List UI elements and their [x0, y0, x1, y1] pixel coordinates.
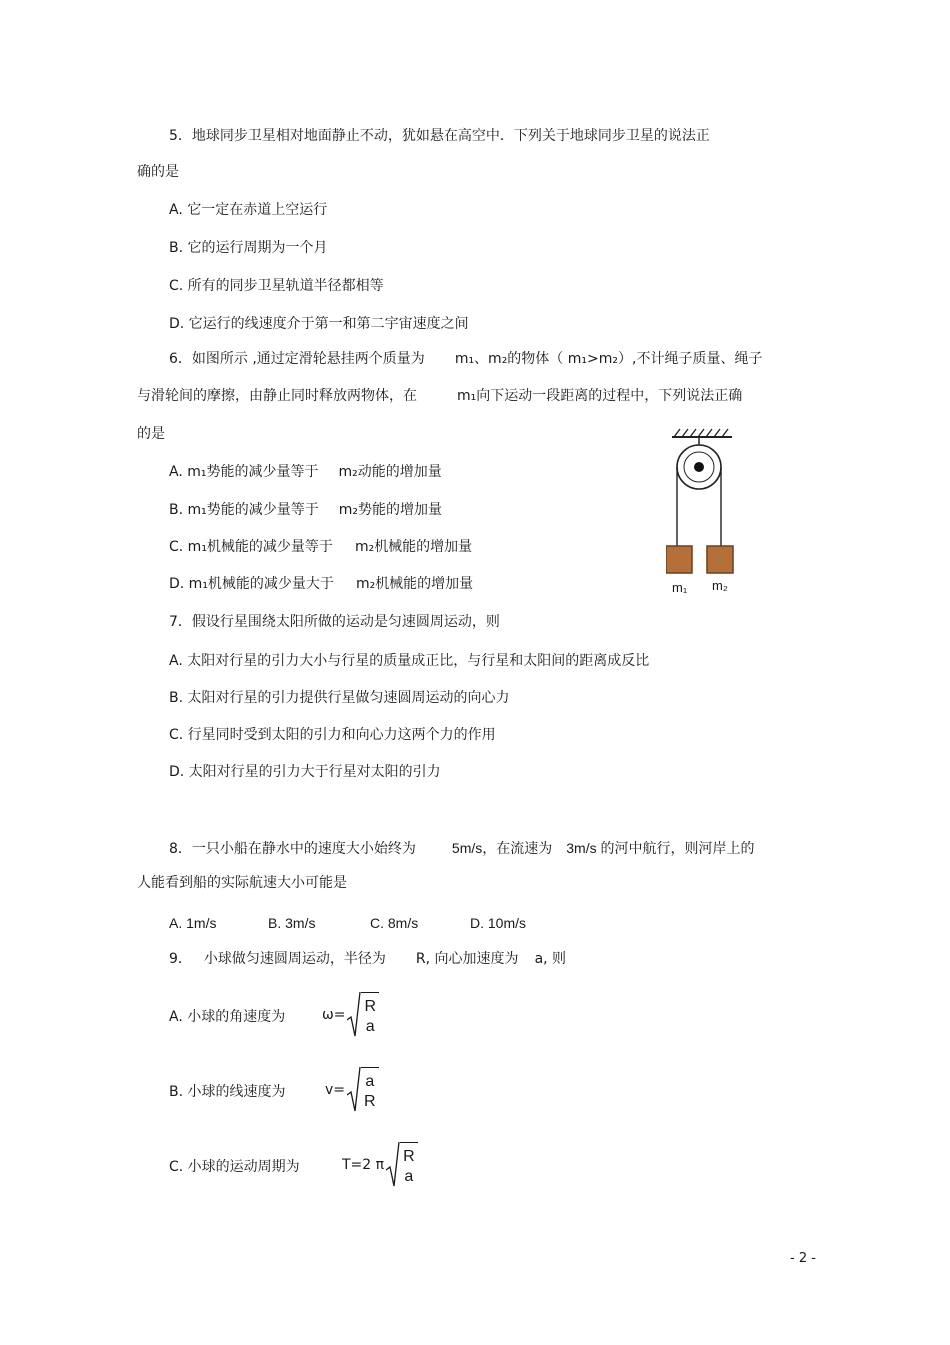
q9-stem-part-c: R, 向心加速度为	[415, 951, 519, 967]
block-m2	[707, 546, 733, 573]
q9-stem-part-b: 小球做匀速圆周运动，半径为	[203, 951, 386, 967]
q9-option-c-formula	[342, 1142, 418, 1188]
block-m1	[666, 546, 692, 573]
q6-stem-line2	[137, 386, 742, 406]
q6-stem-part-a: 6．如图所示 ,通过定滑轮悬挂两个质量为	[169, 351, 425, 367]
radical-sign-icon	[347, 992, 361, 1038]
q9-option-a-denominator: a	[365, 1017, 375, 1035]
q9-option-b-numerator: a	[365, 1072, 375, 1090]
q9-option-b-sqrt	[347, 1067, 379, 1113]
q5-stem-line2: 确的是	[137, 164, 179, 180]
q8-stem-part-b: 5m/s，在流速为	[451, 840, 553, 856]
q7-option-d: D. 太阳对行星的引力大于行星对太阳的引力	[169, 764, 441, 780]
q9-option-a-lhs: ω=	[322, 1007, 346, 1023]
q6-option-c-part1: C. m₁机械能的减少量等于	[169, 539, 333, 555]
q6-option-c-part2: m₂机械能的增加量	[354, 539, 473, 555]
radical-sign-icon	[347, 1067, 361, 1113]
q6-option-d	[169, 574, 473, 594]
pulley-diagram	[666, 425, 746, 600]
q5-option-d: D. 它运行的线速度介于第一和第二宇宙速度之间	[169, 316, 469, 332]
ceiling-hatch	[672, 429, 732, 437]
radical-sign-icon	[386, 1142, 400, 1188]
q6-option-d-part2: m₂机械能的增加量	[355, 576, 474, 592]
q9-stem	[169, 949, 566, 969]
q6-stem-line3: 的是	[137, 426, 165, 442]
q8-option-d: D. 10m/s	[470, 915, 527, 931]
q8-option-c: C. 8m/s	[370, 915, 419, 931]
q7-option-c: C. 行星同时受到太阳的引力和向心力这两个力的作用	[169, 727, 496, 743]
q7-stem: 7．假设行星围绕太阳所做的运动是匀速圆周运动，则	[169, 614, 500, 630]
label-m1: m₁	[672, 580, 688, 595]
q7-option-a: A. 太阳对行星的引力大小与行星的质量成正比，与行星和太阳间的距离成反比	[169, 653, 650, 669]
q9-option-c-label: C. 小球的运动周期为	[169, 1159, 300, 1175]
q9-option-a-formula	[322, 992, 379, 1038]
q7-option-b: B. 太阳对行星的引力提供行星做匀速圆周运动的向心力	[169, 690, 510, 706]
q6-stem-line2-part-a: 与滑轮间的摩擦，由静止同时释放两物体，在	[137, 388, 417, 404]
q9-stem-number: 9．	[169, 951, 192, 967]
q6-stem-line1	[169, 349, 762, 369]
q9-option-c-denominator: a	[404, 1167, 414, 1185]
q9-option-c-sqrt	[386, 1142, 418, 1188]
q5-stem-line1: 5．地球同步卫星相对地面静止不动，犹如悬在高空中．下列关于地球同步卫星的说法正	[169, 128, 710, 144]
q9-option-b-formula	[325, 1067, 379, 1113]
q6-option-b	[169, 500, 442, 520]
q6-option-c	[169, 537, 472, 557]
q5-option-c: C. 所有的同步卫星轨道半径都相等	[169, 278, 384, 294]
pulley-axle	[694, 462, 704, 472]
q6-option-b-part1: B. m₁势能的减少量等于	[169, 502, 319, 518]
q8-stem-line2: 人能看到船的实际航速大小可能是	[137, 875, 347, 891]
q9-option-a-sqrt	[347, 992, 379, 1038]
q9-stem-part-d: a, 则	[534, 951, 567, 967]
q6-option-a-part1: A. m₁势能的减少量等于	[169, 464, 319, 480]
q5-option-b: B. 它的运行周期为一个月	[169, 240, 328, 256]
q9-option-c-numerator: R	[403, 1147, 415, 1165]
q9-option-b-lhs: v=	[325, 1082, 346, 1098]
q9-option-c-lhs: T=2 π	[342, 1157, 385, 1173]
q9-option-a-numerator: R	[364, 997, 377, 1015]
q6-option-a-part2: m₂动能的增加量	[338, 464, 442, 480]
q6-stem-line2-part-b: m₁向下运动一段距离的过程中，下列说法正确	[457, 388, 743, 404]
q8-stem-line1	[169, 838, 754, 859]
q6-stem-part-b: m₁、m₂的物体（ m₁>m₂）,不计绳子质量、绳子	[454, 351, 763, 367]
q9-option-b-label: B. 小球的线速度为	[169, 1084, 286, 1100]
q8-option-b: B. 3m/s	[268, 915, 316, 931]
label-m2: m₂	[712, 578, 728, 593]
q8-stem-part-c: 3m/s 的河中航行，则河岸上的	[566, 840, 755, 856]
q5-option-a: A. 它一定在赤道上空运行	[169, 202, 328, 218]
q8-option-a: A. 1m/s	[169, 915, 217, 931]
q6-option-d-part1: D. m₁机械能的减少量大于	[169, 576, 334, 592]
q9-option-a-label: A. 小球的角速度为	[169, 1009, 286, 1025]
page-number: - 2 -	[790, 1251, 816, 1266]
q9-option-b-denominator: R	[364, 1092, 376, 1110]
q6-option-b-part2: m₂势能的增加量	[338, 502, 443, 518]
q6-option-a	[169, 462, 442, 482]
q8-stem-part-a: 8．一只小船在静水中的速度大小始终为	[169, 841, 416, 857]
